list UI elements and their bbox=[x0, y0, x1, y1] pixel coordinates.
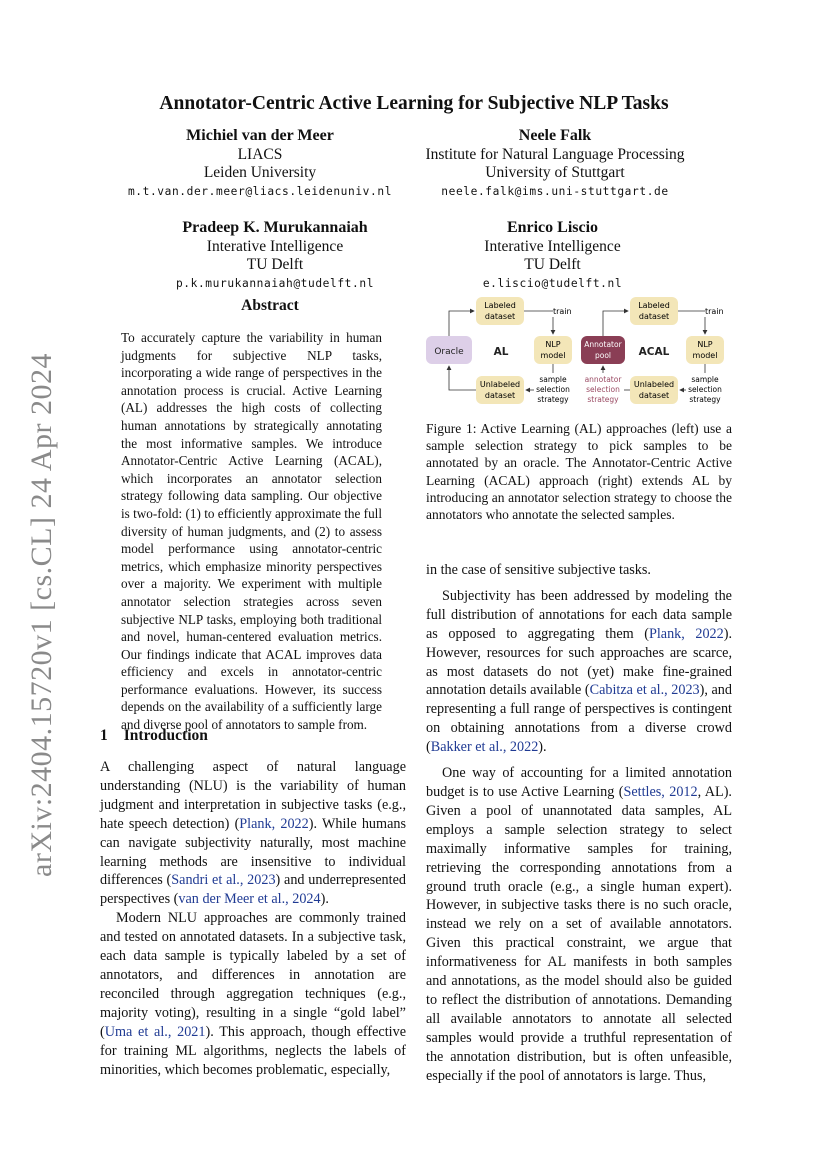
author-block-2 bbox=[405, 127, 705, 198]
intro-left-column bbox=[100, 758, 406, 1079]
pool-label: pool bbox=[594, 351, 612, 360]
author-name: Enrico Liscio bbox=[506, 219, 599, 236]
author-affiliation: Interative Intelligence bbox=[206, 238, 344, 255]
unlabeled-label: dataset bbox=[484, 391, 516, 400]
author-name: Pradeep K. Murukannaiah bbox=[182, 219, 368, 236]
section-title: Introduction bbox=[123, 727, 208, 744]
sample-strategy-label: strategy bbox=[537, 395, 569, 404]
abstract-text: To accurately capture the variability in human judgments for subjective NLP tasks, incorporating a wide range of perspectives in the annotation process is crucial. Active Learning (AL) addresses the high costs of collecting human annotations by strategically annotating the most informative samples. We introduce Annotator-Centric Active Learning (ACAL), which incorporates an annotator selection strategy following data sampling. Our objective is two-fold: (1) to efficiently approximate the full diversity of human judgments, and (2) to assess model performance using annotator-centric metrics, which emphasize minority perspectives over a majority. We experiment with multiple annotator selection strategies across seven subjective NLP tasks, employing both traditional and novel, human-centered evaluation metrics. Our findings indicate that ACAL improves data efficiency and excels in annotator-centric performance evaluations. However, its success depends on the availability of a sufficiently large and diverse pool of annotators to sample from. bbox=[121, 330, 382, 733]
section-heading bbox=[100, 727, 208, 745]
author-block-3 bbox=[150, 219, 400, 290]
author-name: Neele Falk bbox=[518, 127, 592, 144]
citation-link[interactable]: Bakker et al., 2022 bbox=[430, 739, 539, 756]
author-affiliation: TU Delft bbox=[246, 256, 304, 273]
sample-strategy-label: selection bbox=[536, 385, 570, 394]
pool-label: Annotator bbox=[584, 340, 622, 349]
author-affiliation: Leiden University bbox=[203, 164, 317, 181]
labeled-label: Labeled bbox=[484, 301, 516, 310]
arxiv-side-label: arXiv:2404.15720v1 [cs.CL] 24 Apr 2024 bbox=[25, 353, 58, 877]
author-email: e.liscio@tudelft.nl bbox=[482, 277, 623, 290]
unlabeled-label: Unlabeled bbox=[633, 380, 675, 389]
annotator-strategy-label: selection bbox=[586, 385, 620, 394]
nlp-label: model bbox=[692, 351, 718, 360]
intro-right-column bbox=[426, 561, 732, 1085]
citation-link[interactable]: Sandri et al., 2023 bbox=[171, 872, 276, 889]
author-block-4 bbox=[430, 219, 675, 290]
paragraph: Subjectivity has been addressed by modeling the full distribution of annotations for each data sample as opposed to aggregating them (Plank, 2022). However, resources for such approaches are scarce, as most datasets do not (yet) make fine-grained annotation details available (Cabitza et al., 2023), and representing a full range of perspectives is contingent on obtaining annotations from a diverse crowd (Bakker et al., 2022). bbox=[426, 587, 733, 756]
oracle-label: Oracle bbox=[434, 347, 464, 357]
annotator-strategy-label: strategy bbox=[587, 395, 619, 404]
section-number: 1 bbox=[100, 727, 108, 744]
citation-link[interactable]: Plank, 2022 bbox=[648, 625, 724, 642]
paragraph: Modern NLU approaches are commonly trained and tested on annotated datasets. In a subjective task, each data sample is typically labeled by a set of annotators, and differences in annotation are reconciled through aggregation techniques (e.g., majority voting), resulting in a single “gold label” (Uma et al., 2021). This approach, though effective for training ML algorithms, neglects the labels of minorities, which becomes problematic, especially, bbox=[100, 910, 406, 1078]
labeled-label: Labeled bbox=[638, 301, 670, 310]
unlabeled-label: dataset bbox=[638, 391, 670, 400]
author-affiliation: TU Delft bbox=[524, 256, 581, 273]
citation-link[interactable]: Cabitza et al., 2023 bbox=[589, 682, 700, 699]
train-label: train bbox=[705, 307, 724, 316]
paper-title: Annotator-Centric Active Learning for Subjective NLP Tasks bbox=[159, 93, 669, 114]
citation-link[interactable]: Uma et al., 2021 bbox=[104, 1023, 206, 1040]
al-label: AL bbox=[493, 346, 509, 358]
paragraph: A challenging aspect of natural language understanding (NLU) is the variability of human judgment and interpretation in subjective tasks (e.g., hate speech detection) (Plank, 2022). While humans can navigate subjectivity naturally, most machine learning methods are insensitive to individual differences (Sandri et al., 2023) and underrepresented perspectives (van der Meer et al., 2024). bbox=[100, 759, 406, 908]
citation-link[interactable]: van der Meer et al., 2024 bbox=[178, 891, 321, 908]
citation-link[interactable]: Settles, 2012 bbox=[623, 783, 698, 800]
acal-label: ACAL bbox=[638, 346, 670, 358]
paragraph: in the case of sensitive subjective tasks. bbox=[426, 562, 651, 578]
sample-strategy-label: strategy bbox=[689, 395, 721, 404]
unlabeled-label: Unlabeled bbox=[479, 380, 521, 389]
nlp-label: model bbox=[540, 351, 566, 360]
annotator-strategy-label: annotator bbox=[584, 375, 622, 384]
nlp-label: NLP bbox=[545, 340, 561, 349]
train-label: train bbox=[553, 307, 572, 316]
figure-caption: Figure 1: Active Learning (AL) approaches (left) use a sample selection strategy to pick samples to be annotated by an oracle. The Annotator-Centric Active Learning (ACAL) approach (right) extends AL by introducing an annotator selection strategy to choose the annotators who annotate the selected samples. bbox=[426, 421, 732, 523]
citation-link[interactable]: Plank, 2022 bbox=[239, 815, 309, 832]
author-email: p.k.murukannaiah@tudelft.nl bbox=[175, 277, 375, 290]
author-affiliation: University of Stuttgart bbox=[485, 164, 625, 181]
paragraph: One way of accounting for a limited annotation budget is to use Active Learning (Settles, 2012, AL). Given a pool of unannotated data samples, AL employs a sample selection strategy to select maximally informative samples for training, retrieving the corresponding annotations from a ground truth oracle (e.g., a single human expert). However, in subjective tasks there is no such oracle, instead we rely on a set of available annotators. Given this practical constraint, we argue that informativeness for AL manifests in both samples and annotations, as the model should also be guided to reflect the distribution of annotations. Demanding all available annotators to annotate all selected samples would provide a truthful representation of the annotation distribution, but is often unfeasible, especially if the pool of annotators is large. Thus, bbox=[426, 765, 732, 1084]
author-affiliation: Interative Intelligence bbox=[484, 238, 621, 255]
acal-diagram bbox=[424, 293, 734, 408]
labeled-label: dataset bbox=[638, 312, 670, 321]
author-affiliation: Institute for Natural Language Processing bbox=[425, 146, 685, 163]
author-block-1 bbox=[115, 127, 405, 198]
sample-strategy-label: selection bbox=[688, 385, 722, 394]
author-email: neele.falk@ims.uni-stuttgart.de bbox=[441, 185, 669, 198]
sample-strategy-label: sample bbox=[539, 375, 567, 384]
author-name: Michiel van der Meer bbox=[186, 127, 334, 144]
labeled-label: dataset bbox=[484, 312, 516, 321]
abstract-heading: Abstract bbox=[241, 297, 299, 314]
author-affiliation: LIACS bbox=[237, 146, 283, 163]
author-email: m.t.van.der.meer@liacs.leidenuniv.nl bbox=[127, 185, 393, 198]
nlp-label: NLP bbox=[697, 340, 713, 349]
sample-strategy-label: sample bbox=[691, 375, 719, 384]
